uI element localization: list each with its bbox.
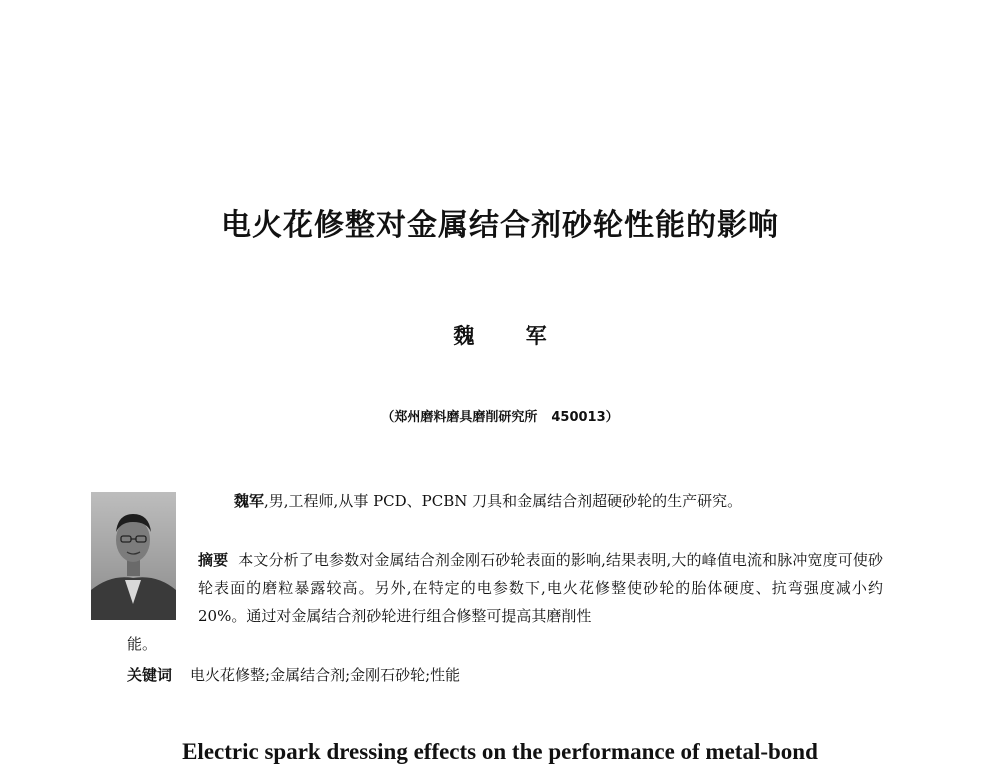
bio-text: ,男,工程师,从事 PCD、PCBN 刀具和金属结合剂超硬砂轮的生产研究。 (264, 492, 743, 510)
affiliation-name: （郑州磨料磨具磨削研究所 (381, 410, 538, 425)
paper-title-cn: 电火花修整对金属结合剂砂轮性能的影响 (221, 208, 779, 243)
affiliation-postcode: 450013） (551, 410, 619, 425)
abstract-tail: 能。 (127, 635, 158, 653)
keywords (127, 664, 460, 685)
author-affiliation (0, 406, 1000, 425)
bio-name: 魏军 (234, 492, 265, 510)
keywords-text: 电火花修整;金属结合剂;金刚石砂轮;性能 (190, 666, 461, 684)
abstract (198, 546, 883, 630)
author-photo (91, 492, 176, 620)
author-bio (234, 490, 742, 511)
keywords-label: 关键词 (127, 666, 173, 684)
abstract-text: 本文分析了电参数对金属结合剂金刚石砂轮表面的影响,结果表明,大的峰值电流和脉冲宽度可使砂轮表面的磨粒暴露较高。另外,在特定的电参数下,电火花修整使砂轮的胎体硬度、抗弯强度减小约 20%。通过对金属结合剂砂轮进行组合修整可提高其磨削性 (198, 551, 883, 625)
author-portrait-icon (91, 492, 176, 620)
paper-title-en: Electric spark dressing effects on the performance of metal-bond (182, 739, 818, 764)
abstract-label: 摘要 (198, 551, 229, 569)
author-name: 魏 军 (453, 324, 569, 348)
